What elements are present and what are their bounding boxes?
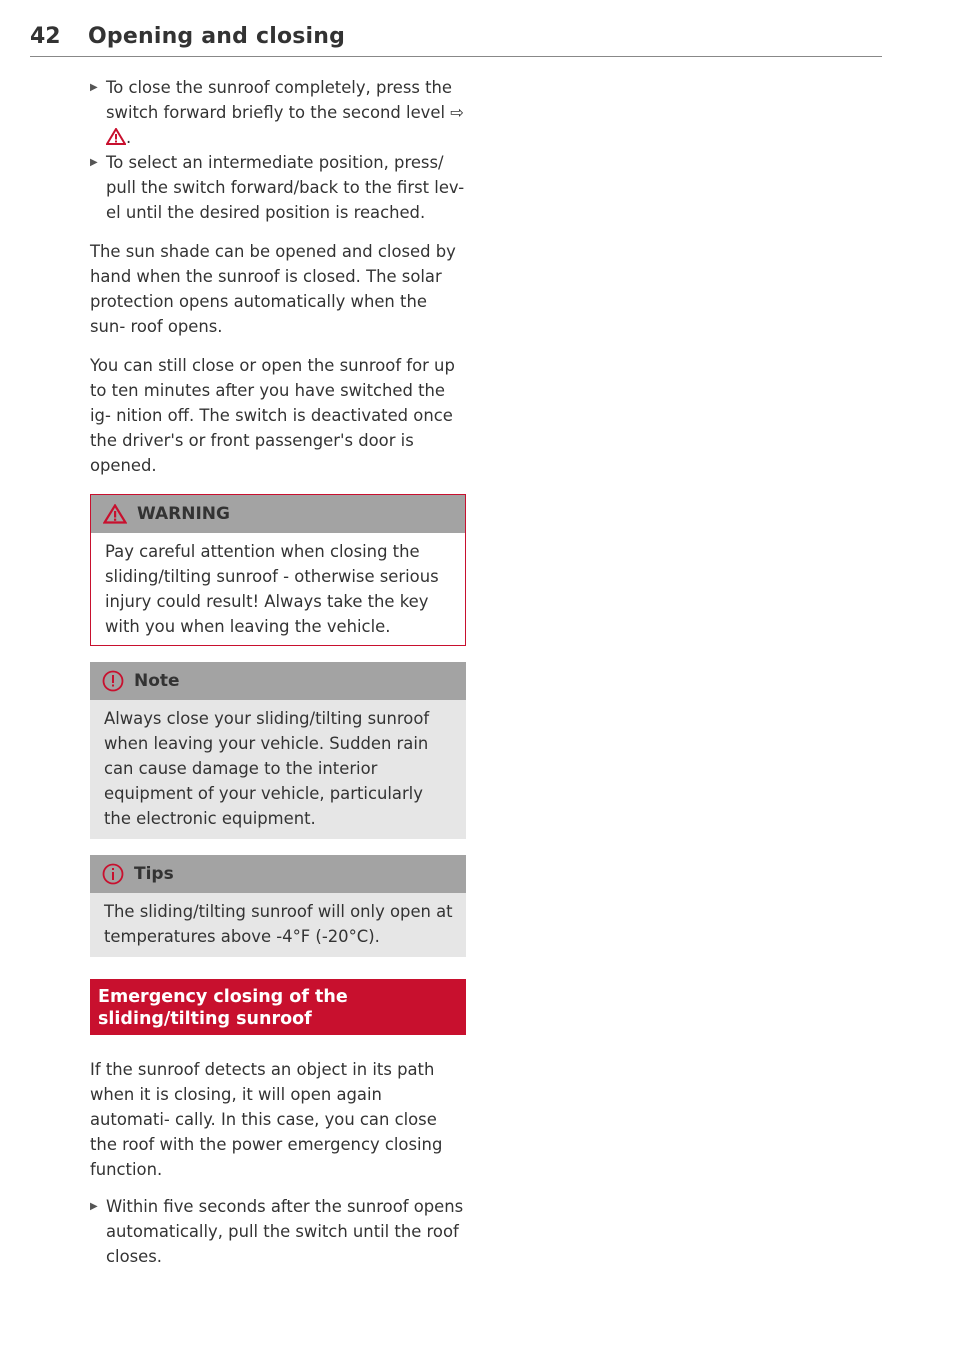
warning-title: WARNING	[137, 504, 230, 524]
step-text: To select an intermediate position, press/ pull the switch forward/back to the first lev- el until the desired position is reached.	[106, 153, 465, 222]
paragraph-emergency: If the sunroof detects an object in its path when it is closing, it will open again automati- cally. In this case, you can close the roof with the power emergency closing function.	[90, 1060, 443, 1179]
warning-body: Pay careful attention when closing the sliding/tilting sunroof - otherwise serious injury could result! Always take the key with you when leaving the vehicle.	[91, 533, 465, 645]
tips-title: Tips	[134, 864, 174, 884]
arrow-bullet-icon: ▶	[90, 82, 98, 93]
note-box	[90, 662, 466, 839]
step-close-completely: ▶ To close the sunroof completely, press the switch forward briefly to the second level ⇨ .	[90, 75, 466, 150]
info-circle-icon	[102, 863, 124, 885]
warning-triangle-icon	[106, 128, 126, 145]
note-box-header	[90, 662, 466, 700]
warning-box	[90, 494, 466, 646]
paragraph-ignition: You can still close or open the sunroof for up to ten minutes after you have switched the ig- nition off. The switch is deactivated once the driver's or front passenger's door is opened.	[90, 356, 455, 475]
tips-box	[90, 855, 466, 957]
content-column	[90, 75, 466, 1269]
step-text: To close the sunroof completely, press the switch forward briefly to the second level ⇨	[106, 78, 464, 122]
note-title: Note	[134, 671, 180, 691]
section-title: Opening and closing	[88, 24, 346, 49]
arrow-bullet-icon: ▶	[90, 1201, 98, 1212]
step-text: Within five seconds after the sunroof opens automatically, pull the switch until the roof closes.	[106, 1197, 464, 1266]
note-body: Always close your sliding/tilting sunroof when leaving your vehicle. Sudden rain can cause damage to the interior equipment of your vehicle, particularly the electronic equipment.	[104, 709, 430, 828]
subsection-heading: Emergency closing of the sliding/tilting sunroof	[90, 979, 466, 1035]
warning-triangle-icon	[103, 504, 127, 524]
warning-box-header	[91, 495, 465, 533]
paragraph-sun-shade: The sun shade can be opened and closed by hand when the sunroof is closed. The solar protection opens automatically when the sun- roof opens.	[90, 242, 456, 336]
page-header	[30, 24, 882, 57]
tips-body: The sliding/tilting sunroof will only open at temperatures above -4°F (-20°C).	[104, 902, 453, 946]
step-intermediate-position	[90, 150, 466, 225]
step-emergency-close	[90, 1194, 466, 1269]
exclamation-circle-icon	[102, 670, 124, 692]
arrow-bullet-icon: ▶	[90, 157, 98, 168]
tips-box-header	[90, 855, 466, 893]
page-number: 42	[30, 24, 61, 49]
